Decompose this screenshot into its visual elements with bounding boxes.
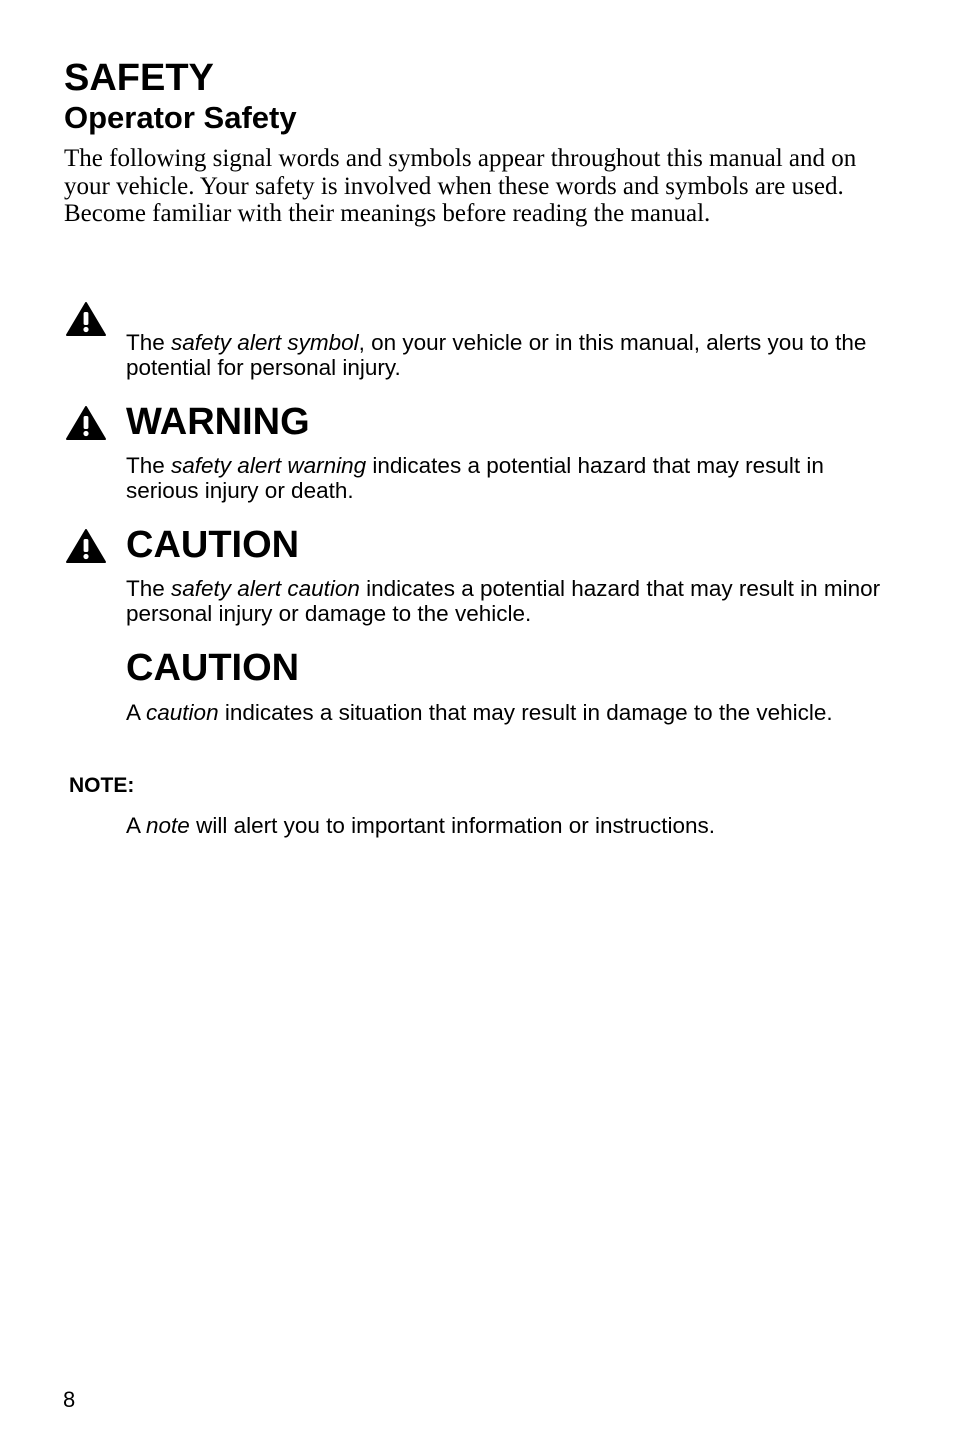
warning-heading: WARNING — [126, 401, 310, 443]
section-title: Operator Safety — [64, 100, 297, 135]
caution-alert-heading: CAUTION — [126, 524, 300, 566]
warning-description: The safety alert warning indicates a potential hazard that may result in serious injury or death. — [126, 453, 824, 503]
caution-heading: CAUTION — [126, 647, 300, 689]
intro-paragraph: The following signal words and symbols appear throughout this manual and on your vehicle. Your safety is involved when these words and symbols are used. Become familiar with their meanings before reading the manual. — [64, 145, 857, 227]
alert-symbol-description: The safety alert symbol, on your vehicle or in this manual, alerts you to the potential for personal injury. — [126, 330, 867, 380]
page-title: SAFETY — [64, 57, 214, 99]
caution-alert-description: The safety alert caution indicates a potential hazard that may result in minor personal injury or damage to the vehicle. — [126, 576, 881, 626]
note-description: A note will alert you to important information or instructions. — [126, 813, 716, 838]
note-label: NOTE: — [69, 774, 135, 797]
page-number: 8 — [63, 1387, 76, 1412]
warning-triangle-icon — [65, 528, 107, 564]
caution-description: A caution indicates a situation that may result in damage to the vehicle. — [126, 700, 833, 725]
warning-triangle-icon — [65, 405, 107, 441]
warning-triangle-icon — [65, 301, 107, 337]
